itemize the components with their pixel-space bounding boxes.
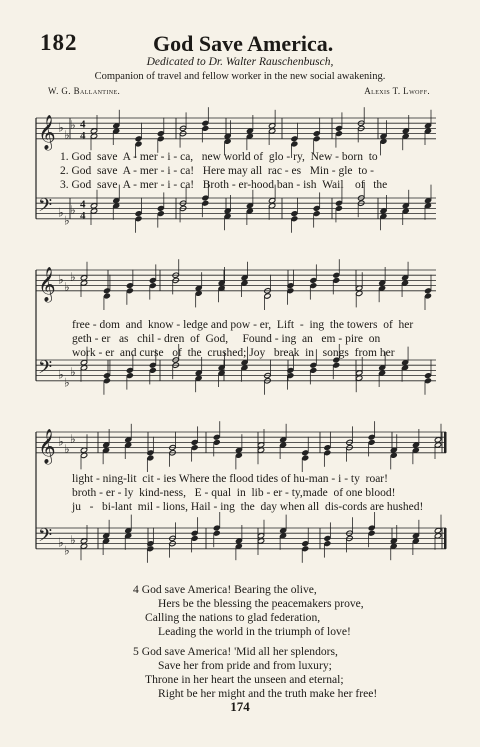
hymn-number: 182	[40, 30, 78, 55]
svg-text:♭: ♭	[58, 535, 64, 550]
svg-text:♭: ♭	[64, 213, 70, 228]
stanza-4-line-3: Calling the nations to glad federation,	[145, 611, 321, 624]
svg-text:♭: ♭	[64, 375, 70, 390]
stanza-5-line-4: Right be her might and the truth make her free!	[158, 687, 378, 700]
svg-text:4: 4	[80, 198, 86, 211]
lyric-verse-1-line-3: light - ning-lit cit - ies Where the flood tides of hu-man - i - ty roar!	[72, 473, 388, 485]
dedication: Dedicated to Dr. Walter Rauschenbusch,	[146, 56, 334, 68]
svg-text:♭: ♭	[70, 533, 76, 547]
svg-text:♭: ♭	[64, 442, 70, 457]
svg-text:♭: ♭	[64, 280, 70, 295]
stanza-4-line-4: Leading the world in the triumph of love!	[158, 625, 351, 638]
lyric-verse-2-line-3: broth - er - ly kind-ness, E - qual in lib - er - ty,made of one blood!	[72, 487, 396, 499]
svg-text:𝄞: 𝄞	[38, 428, 56, 464]
svg-text:♭: ♭	[70, 269, 76, 284]
lyric-verse-3-line-3: ju - bi-lant mil - lions, Hail - ing the day when all dis-cords are hushed!	[72, 501, 424, 513]
stanza-4-line-2: Hers be the blessing the peacemakers prove,	[158, 597, 364, 610]
lyric-verse-1-line-1: 1. God save A - mer - i - ca, new world of glo - ry, New - born to	[60, 151, 378, 163]
lyric-verse-3-line-2: work - er and curse of the crushed; Joy break in songs from her	[72, 347, 395, 359]
lyric-verse-3-line-1: 3. God save A - mer - i - ca! Broth - er-hood ban - ish Wail of the	[60, 179, 388, 191]
svg-text:𝄢: 𝄢	[38, 195, 53, 221]
lyric-verse-2-line-1: 2. God save A - mer - i - ca! Here may all rac - es Min - gle to -	[60, 165, 374, 177]
stanza-5-line-1: 5 God save America! 'Mid all her splendors,	[133, 645, 338, 658]
companion-note: Companion of travel and fellow worker in the new social awakening.	[94, 71, 386, 82]
lyric-verse-2-line-2: geth - er as chil - dren of God, Found - ing an em - pire on	[72, 333, 381, 345]
svg-text:♭: ♭	[70, 365, 76, 379]
svg-text:𝄞: 𝄞	[38, 266, 56, 302]
composer-credit: Alexis T. Lwoff.	[364, 86, 430, 96]
stanza-5-line-2: Save her from pride and from luxury;	[158, 659, 332, 672]
svg-text:♭: ♭	[64, 128, 70, 143]
svg-text:4: 4	[80, 118, 86, 131]
author-credit: W. G. Ballantine.	[48, 86, 121, 96]
lyric-verse-1-line-2: free - dom and know - ledge and pow - er, Lift - ing the towers of her	[72, 319, 414, 331]
svg-text:𝄞: 𝄞	[38, 114, 56, 150]
svg-text:4: 4	[80, 129, 86, 142]
svg-text:♭: ♭	[58, 272, 64, 287]
svg-text:𝄢: 𝄢	[38, 357, 53, 383]
page-number: 174	[230, 699, 250, 714]
svg-text:♭: ♭	[58, 120, 64, 135]
stanza-5-line-3: Throne in her heart the unseen and eternal;	[145, 673, 344, 686]
hymn-title: God Save America.	[153, 31, 334, 56]
svg-text:𝄢: 𝄢	[38, 525, 53, 551]
svg-text:♭: ♭	[58, 434, 64, 449]
svg-text:♭: ♭	[70, 203, 76, 217]
stanza-4-line-1: 4 God save America! Bearing the olive,	[133, 583, 317, 596]
svg-text:4: 4	[80, 209, 86, 222]
svg-text:♭: ♭	[58, 205, 64, 220]
svg-text:♭: ♭	[64, 543, 70, 558]
svg-text:♭: ♭	[70, 117, 76, 132]
svg-text:♭: ♭	[58, 367, 64, 382]
svg-text:♭: ♭	[70, 431, 76, 446]
